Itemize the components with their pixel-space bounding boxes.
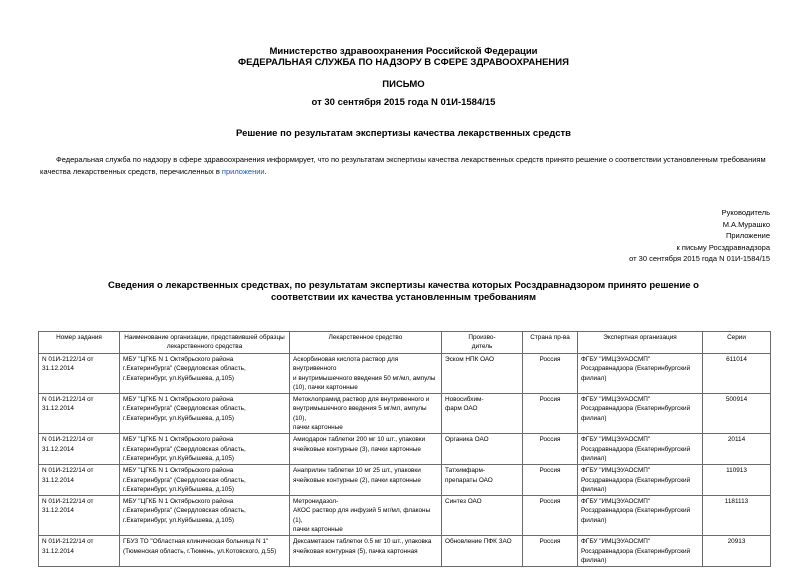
cell-medicine: Метоклопрамид раствор для внутривенного и внутримышечного введения 5 мг/мл, ампулы (10), пачки картонные [290,394,442,434]
signer-name: М.А.Мурашко [722,219,770,229]
cell-expert-organization: ФГБУ "ИМЦЭУАОСМП" Росздравнадзора (Екатеринбургский филиал) [578,496,703,536]
cell-task-number: N 01И-2122/14 от 31.12.2014 [39,536,120,567]
medicines-table [38,331,771,567]
ministry-name: Министерство здравоохранения Российской Федерации [269,46,538,57]
column-header-expert-organization: Экспертная организация [578,332,703,354]
appendix-date-number: от 30 сентября 2015 года N 01И-1584/15 [629,254,770,263]
service-name: ФЕДЕРАЛЬНАЯ СЛУЖБА ПО НАДЗОРУ В СФЕРЕ ЗДРАВООХРАНЕНИЯ [238,57,569,68]
cell-series: 611014 [703,354,771,394]
cell-country: Россия [523,434,578,465]
column-header-medicine: Лекарственное средство [290,332,442,354]
signature-block [629,207,770,265]
table-row [39,434,771,465]
cell-task-number: N 01И-2122/14 от 31.12.2014 [39,394,120,434]
cell-organization: МБУ "ЦГКБ N 1 Октябрьского района г.Екатеринбурга" (Свердловская область, г.Екатеринбург, ул.Куйбышева, д.105) [120,354,290,394]
intro-text: Федеральная служба по надзору в сфере здравоохранения информирует, что по результатам экспертизы качества лекарственных средств принято решение о соответствии установленным требованиям качества лекарственных средств, перечисленных в [40,155,766,176]
column-header-organization: Наименование организации, представившей образцы лекарственного средства [120,332,290,354]
table-row [39,354,771,394]
cell-medicine: Анаприлин таблетки 10 мг 25 шт., упаковки ячейковые контурные (2), пачки картонные [290,465,442,496]
document-subject: Решение по результатам экспертизы качества лекарственных средств [236,128,571,139]
cell-organization: МБУ "ЦГКБ N 1 Октябрьского района г.Екатеринбурга" (Свердловская область, г.Екатеринбург, ул.Куйбышева, д.105) [120,496,290,536]
column-header-manufacturer: Произво- дитель [442,332,523,354]
cell-manufacturer: Новосибхим- фарм ОАО [442,394,523,434]
table-header-row [39,332,771,354]
cell-medicine: Аскорбиновая кислота раствор для внутривенного и внутримышечного введения 50 мг/мл, ампулы (10), пачки картонные [290,354,442,394]
cell-manufacturer: Органика ОАО [442,434,523,465]
cell-series: 110913 [703,465,771,496]
cell-manufacturer: Татхимфарм- препараты ОАО [442,465,523,496]
document-date-number: от 30 сентября 2015 года N 01И-1584/15 [311,97,496,108]
column-header-country: Страна пр-ва [523,332,578,354]
signer-position: Руководитель [721,208,770,217]
cell-task-number: N 01И-2122/14 от 31.12.2014 [39,465,120,496]
column-header-task-number: Номер задания [39,332,120,354]
cell-organization: МБУ "ЦГКБ N 1 Октябрьского района г.Екатеринбурга" (Свердловская область, г.Екатеринбург, ул.Куйбышева, д.105) [120,465,290,496]
cell-organization: МБУ "ЦГКБ N 1 Октябрьского района г.Екатеринбурга" (Свердловская область, г.Екатеринбург, ул.Куйбышева, д.105) [120,394,290,434]
table-title: Сведения о лекарственных средствах, по результатам экспертизы качества которых Росздравнадзором принято решение о соответствии их качества установленным требованиям [108,280,699,303]
cell-task-number: N 01И-2122/14 от 31.12.2014 [39,354,120,394]
cell-task-number: N 01И-2122/14 от 31.12.2014 [39,434,120,465]
cell-expert-organization: ФГБУ "ИМЦЭУАОСМП" Росздравнадзора (Екатеринбургский филиал) [578,536,703,567]
cell-medicine: Метронидазол- АКОС раствор для инфузий 5 мг/мл, флаконы (1), пачки картонные [290,496,442,536]
cell-manufacturer: Синтез ОАО [442,496,523,536]
appendix-to-letter: к письму Росздравнадзора [676,242,770,252]
column-header-series: Серии [703,332,771,354]
cell-country: Россия [523,536,578,567]
document-type: ПИСЬМО [382,79,425,90]
cell-medicine: Амиодарон таблетки 200 мг 10 шт., упаковки ячейковые контурные (3), пачки картонные [290,434,442,465]
cell-expert-organization: ФГБУ "ИМЦЭУАОСМП" Росздравнадзора (Екатеринбургский филиал) [578,434,703,465]
cell-country: Россия [523,354,578,394]
cell-series: 20114 [703,434,771,465]
cell-series: 500914 [703,394,771,434]
cell-country: Россия [523,394,578,434]
cell-country: Россия [523,465,578,496]
cell-manufacturer: Обновление ПФК ЗАО [442,536,523,567]
cell-organization: МБУ "ЦГКБ N 1 Октябрьского района г.Екатеринбурга" (Свердловская область, г.Екатеринбург, ул.Куйбышева, д.105) [120,434,290,465]
cell-expert-organization: ФГБУ "ИМЦЭУАОСМП" Росздравнадзора (Екатеринбургский филиал) [578,354,703,394]
cell-country: Россия [523,496,578,536]
table-row [39,394,771,434]
intro-paragraph [40,154,770,178]
table-row [39,536,771,567]
intro-end: . [264,167,267,176]
appendix-label: Приложение [726,231,770,240]
cell-expert-organization: ФГБУ "ИМЦЭУАОСМП" Росздравнадзора (Екатеринбургский филиал) [578,465,703,496]
cell-series: 20913 [703,536,771,567]
cell-expert-organization: ФГБУ "ИМЦЭУАОСМП" Росздравнадзора (Екатеринбургский филиал) [578,394,703,434]
appendix-link[interactable]: приложении [221,167,265,176]
cell-task-number: N 01И-2122/14 от 31.12.2014 [39,496,120,536]
table-row [39,496,771,536]
cell-manufacturer: Эском НПК ОАО [442,354,523,394]
cell-series: 1181113 [703,496,771,536]
cell-medicine: Дексаметазон таблетки 0.5 мг 10 шт., упаковка ячейковая контурная (5), пачка картонная [290,536,442,567]
table-row [39,465,771,496]
cell-organization: ГБУЗ ТО "Областная клиническая больница N 1" (Тюменская область, г.Тюмень, ул.Котовского, д.55) [120,536,290,567]
